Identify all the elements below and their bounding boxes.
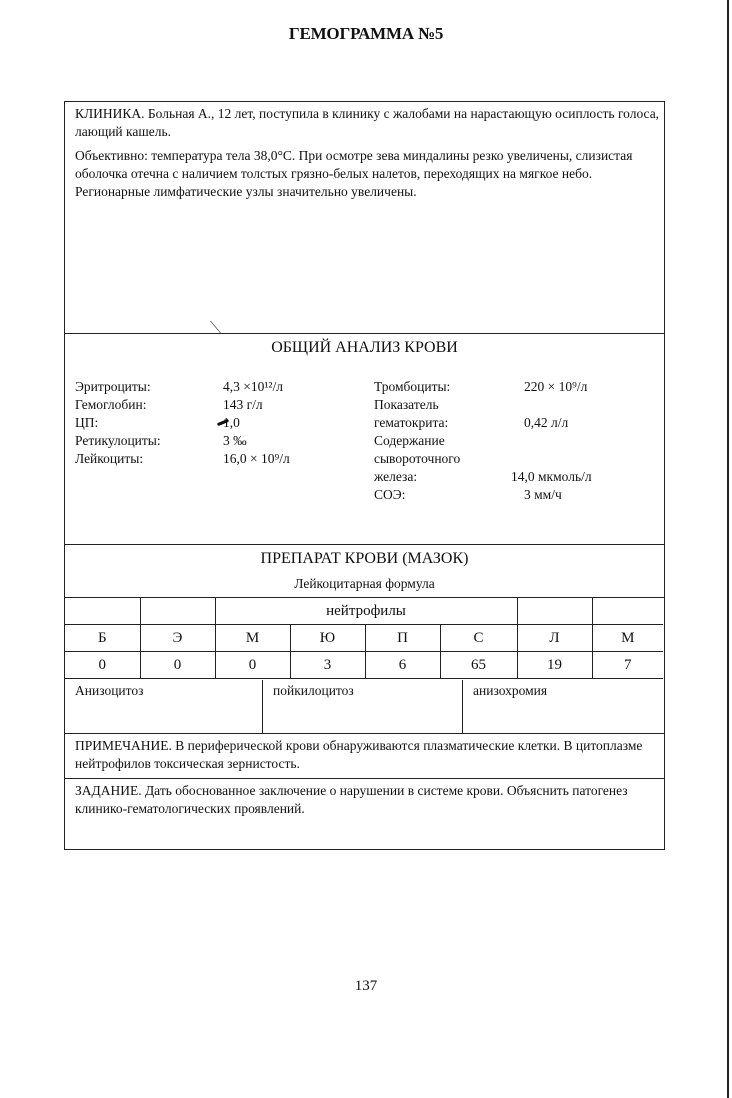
- table-row: [65, 625, 663, 652]
- divider-clinic: [65, 333, 664, 334]
- value-basophils: 0: [65, 652, 140, 679]
- hemoglobin-value: 143 г/л: [223, 397, 263, 412]
- platelets-value: 220 × 10⁹/л: [524, 379, 588, 394]
- platelets-label: Тромбоциты:: [374, 379, 451, 394]
- value-eosinophils: 0: [140, 652, 215, 679]
- value-monocytes: 7: [592, 652, 663, 679]
- hematocrit-label-1: Показатель: [374, 397, 439, 412]
- header-segmented: С: [440, 625, 517, 652]
- clinic-objective: Объективно: температура тела 38,0°С. При осмотре зева миндалины резко увеличены, слизистая оболочка отечна с наличием толстых грязно-белых налетов, переходящих на мягкое небо. Регионарные лимфатические узлы значительно увеличены.: [75, 148, 633, 199]
- iron-value: 14,0 мкмоль/л: [511, 469, 592, 484]
- neutrophils-header: нейтрофилы: [215, 598, 517, 625]
- table-row: [65, 652, 663, 679]
- blood-analysis-heading: ОБЩИЙ АНАЛИЗ КРОВИ: [271, 339, 458, 356]
- header-myelocytes: М: [215, 625, 290, 652]
- esr-label: СОЭ:: [374, 487, 406, 502]
- table-cell: [140, 598, 215, 625]
- leukocytes-value: 16,0 × 10⁹/л: [223, 451, 290, 466]
- hematocrit-value: 0,42 л/л: [524, 415, 569, 430]
- divider-task: [65, 778, 664, 779]
- page-title: ГЕМОГРАММА №5: [288, 24, 444, 43]
- page-number: 137: [354, 978, 378, 994]
- reticulocytes-value: 3 ‰: [223, 433, 247, 448]
- iron-label-2: сывороточного: [374, 451, 461, 466]
- esr-value: 3 мм/ч: [524, 487, 562, 502]
- iron-label-1: Содержание: [374, 433, 445, 448]
- leukocyte-formula-heading: Лейкоцитарная формула: [294, 576, 435, 591]
- leukocytes-label: Лейкоциты:: [75, 451, 144, 466]
- value-band: 6: [365, 652, 440, 679]
- value-lymphocytes: 19: [517, 652, 592, 679]
- hematocrit-label-2: гематокрита:: [374, 415, 449, 430]
- value-metamyelocytes: 3: [290, 652, 365, 679]
- header-eosinophils: Э: [140, 625, 215, 652]
- header-band: П: [365, 625, 440, 652]
- header-metamyelocytes: Ю: [290, 625, 365, 652]
- table-cell: [65, 598, 140, 625]
- iron-label-3: железа:: [374, 469, 418, 484]
- anisocytosis-label: Анизоцитоз: [75, 683, 144, 698]
- anisochromia-cell: [463, 680, 663, 733]
- table-row: [65, 598, 663, 625]
- header-monocytes: М: [592, 625, 663, 652]
- table-cell: [517, 598, 592, 625]
- color-index-value: 1,0: [223, 415, 240, 430]
- anisocytosis-cell: [65, 680, 263, 733]
- note-text: ПРИМЕЧАНИЕ. В периферической крови обнаруживаются плазматические клетки. В цитоплазме нейтрофилов токсическая зернистость.: [75, 738, 643, 771]
- smear-heading: ПРЕПАРАТ КРОВИ (МАЗОК): [260, 550, 469, 567]
- anisochromia-label: анизохромия: [473, 683, 548, 698]
- pencil-mark: [210, 321, 231, 333]
- reticulocytes-label: Ретикулоциты:: [75, 433, 161, 448]
- header-lymphocytes: Л: [517, 625, 592, 652]
- table-cell: [592, 598, 663, 625]
- value-myelocytes: 0: [215, 652, 290, 679]
- hemoglobin-label: Гемоглобин:: [75, 397, 147, 412]
- rbc-value: 4,3 ×10¹²/л: [223, 379, 283, 394]
- page-edge-rule: [727, 0, 729, 1098]
- poikilocytosis-cell: [263, 680, 463, 733]
- case-frame: [64, 101, 665, 850]
- task-text: ЗАДАНИЕ. Дать обоснованное заключение о нарушении в системе крови. Объяснить патогенез клинико-гематологических проявлений.: [75, 783, 628, 816]
- clinic-complaints: КЛИНИКА. Больная А., 12 лет, поступила в клинику с жалобами на нарастающую осиплость голоса, лающий кашель.: [75, 106, 660, 139]
- leukocyte-formula-table: [65, 598, 663, 679]
- divider-note: [65, 733, 664, 734]
- rbc-label: Эритроциты:: [75, 379, 151, 394]
- color-index-label: ЦП:: [75, 415, 99, 430]
- value-segmented: 65: [440, 652, 517, 679]
- clinic-section: [75, 105, 660, 201]
- divider-blood: [65, 544, 664, 545]
- poikilocytosis-label: пойкилоцитоз: [273, 683, 354, 698]
- header-basophils: Б: [65, 625, 140, 652]
